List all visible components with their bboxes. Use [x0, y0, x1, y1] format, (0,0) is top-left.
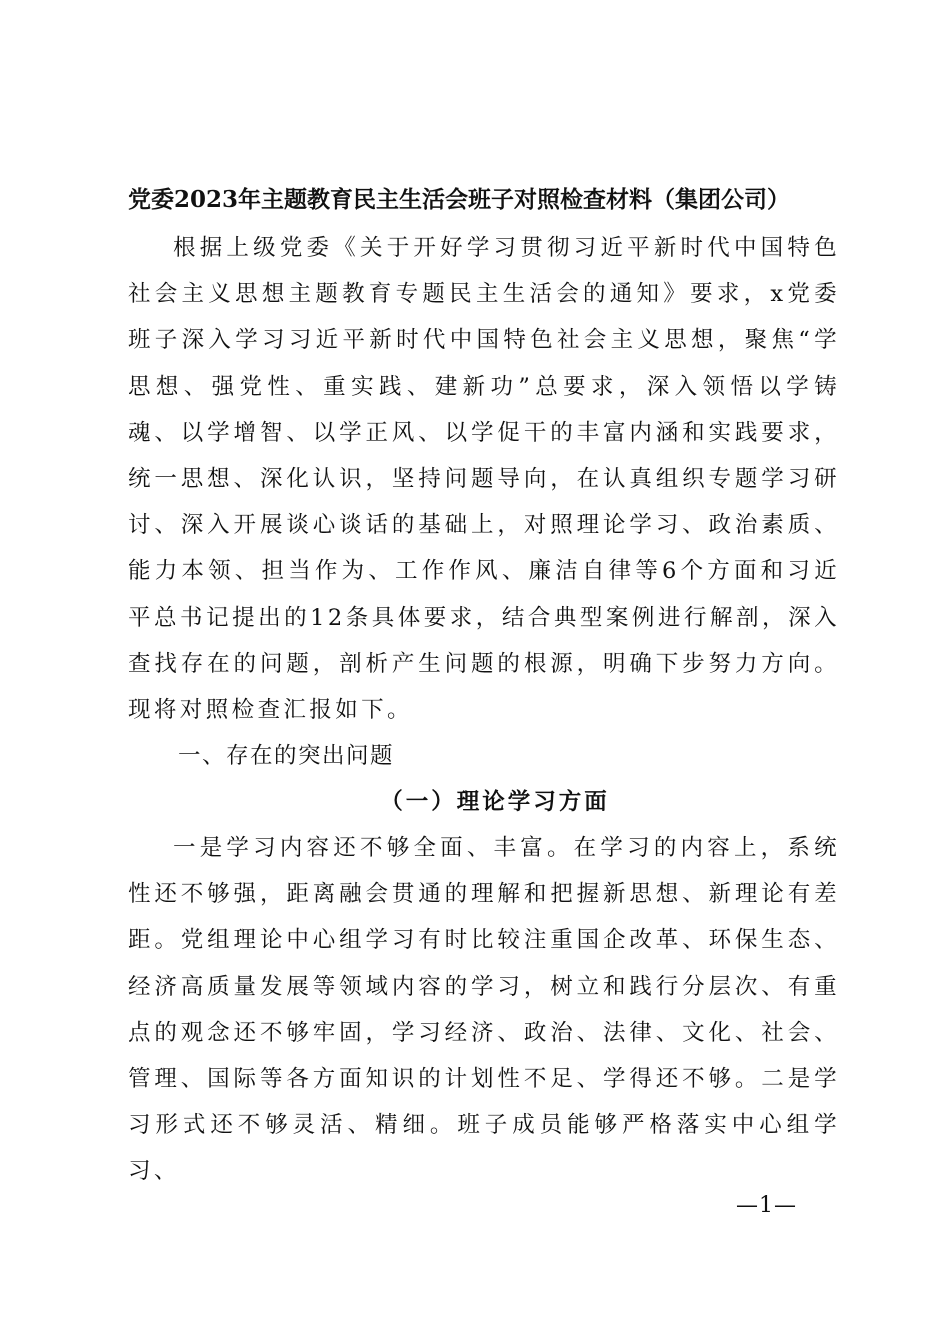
section-heading: 一、存在的突出问题	[178, 743, 395, 769]
page-number: —1—	[736, 1193, 797, 1218]
document-title: 党委2023年主题教育民主生活会班子对照检查材料（集团公司）	[128, 186, 791, 213]
theory-paragraph: 一是学习内容还不够全面、丰富。在学习的内容上，系统性还不够强，距离融会贯通的理解和把握新思想、新理论有差距。党组理论中心组学习有时比较注重国企改革、环保生态、经济高质量发展等领域内容的学习，树立和践行分层次、有重点的观念还不够牢固，学习经济、政治、法律、文化、社会、管理、国际等各方面知识的计划性不足、学得还不够。二是学习形式还不够灵活、精细。班子成员能够严格落实中心组学习、	[128, 835, 840, 1185]
subsection-heading: （一）理论学习方面	[380, 789, 610, 815]
intro-paragraph: 根据上级党委《关于开好学习贯彻习近平新时代中国特色社会主义思想主题教育专题民主生活会的通知》要求，x党委班子深入学习习近平新时代中国特色社会主义思想，聚焦“学思想、强党性、重实践、建新功”总要求，深入领悟以学铸魂、以学增智、以学正风、以学促干的丰富内涵和实践要求，统一思想、深化认识，坚持问题导向，在认真组织专题学习研讨、深入开展谈心谈话的基础上，对照理论学习、政治素质、能力本领、担当作为、工作作风、廉洁自律等6个方面和习近平总书记提出的12条具体要求，结合典型案例进行解剖，深入查找存在的问题，剖析产生问题的根源，明确下步努力方向。现将对照检查汇报如下。	[128, 235, 840, 724]
